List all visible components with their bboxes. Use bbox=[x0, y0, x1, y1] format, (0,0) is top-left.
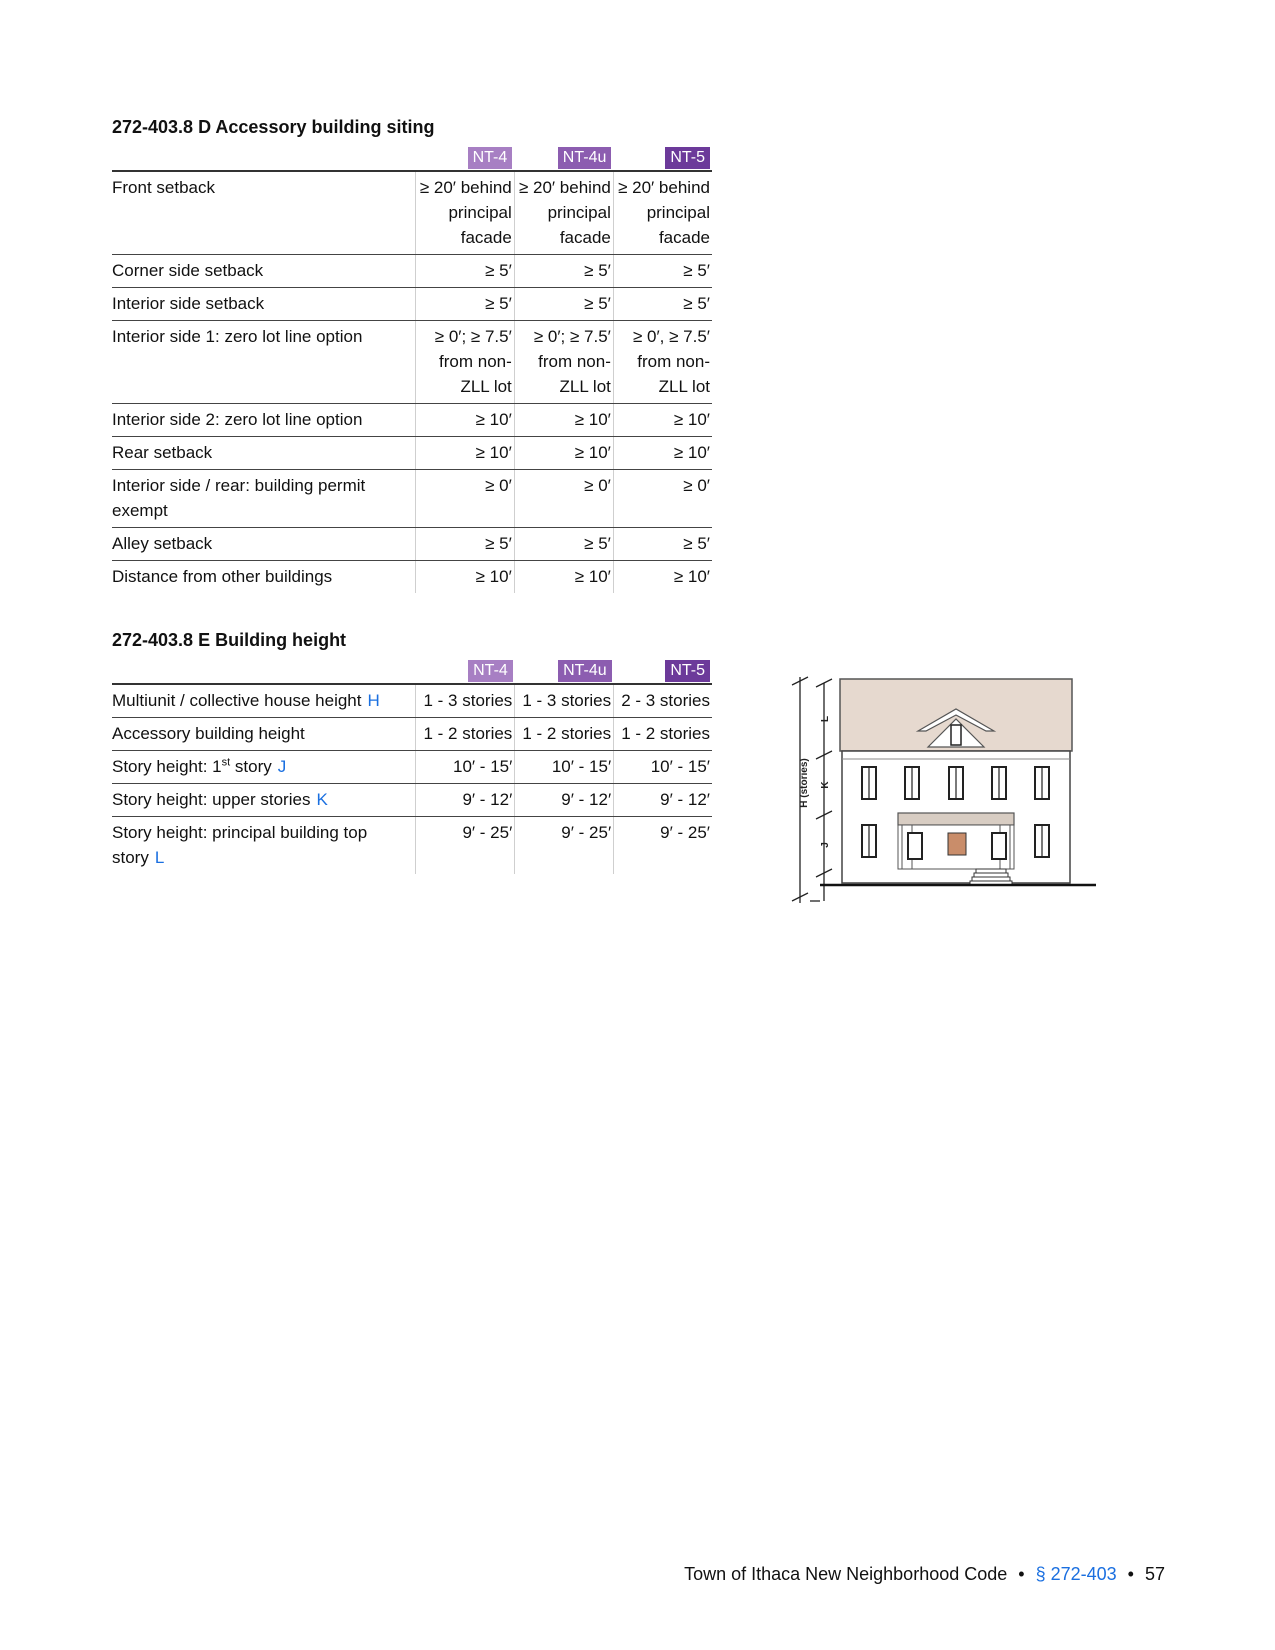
row-label: Accessory building height bbox=[112, 724, 305, 743]
value-nt4: ≥ 10′ bbox=[415, 561, 514, 594]
zone-header-row bbox=[112, 657, 712, 684]
value-nt4u: ≥ 10′ bbox=[514, 561, 613, 594]
row-label: Rear setback bbox=[112, 437, 415, 470]
value-nt5: ≥ 10′ bbox=[613, 561, 712, 594]
value-nt4: 1 - 2 stories bbox=[416, 718, 515, 751]
height-table bbox=[112, 657, 712, 874]
dim-label-l: L bbox=[820, 715, 831, 723]
value-nt4u: ≥ 10′ bbox=[514, 437, 613, 470]
table-row bbox=[112, 404, 712, 437]
table-row bbox=[112, 751, 712, 784]
value-nt5: ≥ 5′ bbox=[613, 255, 712, 288]
value-nt4u: ≥ 5′ bbox=[514, 528, 613, 561]
value-nt5: ≥ 20′ behind principal facade bbox=[613, 171, 712, 255]
row-label: Story height: principal building top story bbox=[112, 823, 368, 867]
row-label: Story height: upper stories bbox=[112, 790, 311, 809]
building-height-diagram bbox=[780, 675, 1120, 905]
row-label-sup: st bbox=[221, 756, 231, 769]
value-nt4: 9′ - 12′ bbox=[416, 784, 515, 817]
height-section-title: 272-403.8 E Building height bbox=[112, 630, 347, 650]
value-nt5: 2 - 3 stories bbox=[614, 684, 712, 718]
value-nt4u: ≥ 20′ behind principal facade bbox=[514, 171, 613, 255]
porch-roof bbox=[898, 813, 1014, 825]
value-nt4: 9′ - 25′ bbox=[416, 817, 515, 875]
value-nt5: ≥ 10′ bbox=[613, 437, 712, 470]
value-nt4u: 1 - 3 stories bbox=[515, 684, 614, 718]
row-label: Multiunit / collective house height bbox=[112, 691, 362, 710]
row-label-post: story bbox=[230, 757, 272, 776]
table-row bbox=[112, 255, 712, 288]
value-nt4u: ≥ 0′ bbox=[514, 470, 613, 528]
zone-badge-nt4u: NT-4u bbox=[558, 660, 612, 682]
table-row bbox=[112, 437, 712, 470]
value-nt4u: 1 - 2 stories bbox=[515, 718, 614, 751]
ref-letter: K bbox=[316, 790, 328, 809]
value-nt4: ≥ 5′ bbox=[415, 288, 514, 321]
table-row bbox=[112, 718, 712, 751]
footer-title: Town of Ithaca New Neighborhood Code bbox=[684, 1564, 1008, 1584]
value-nt4: ≥ 5′ bbox=[415, 255, 514, 288]
value-nt5: ≥ 0′ bbox=[613, 470, 712, 528]
value-nt4: ≥ 10′ bbox=[415, 437, 514, 470]
value-nt5: ≥ 5′ bbox=[613, 288, 712, 321]
table-row bbox=[112, 528, 712, 561]
ref-letter: L bbox=[154, 848, 165, 867]
table-row bbox=[112, 321, 712, 404]
value-nt4: ≥ 5′ bbox=[415, 528, 514, 561]
row-label: Distance from other buildings bbox=[112, 567, 333, 586]
table-row bbox=[112, 561, 712, 594]
ref-letter: H bbox=[367, 691, 380, 710]
value-nt5: 9′ - 12′ bbox=[614, 784, 712, 817]
siting-section-title: 272-403.8 D Accessory building siting bbox=[112, 117, 435, 137]
zone-badge-nt5: NT-5 bbox=[665, 660, 710, 682]
front-door bbox=[948, 833, 966, 855]
value-nt4: 1 - 3 stories bbox=[416, 684, 515, 718]
value-nt4u: 9′ - 25′ bbox=[515, 817, 614, 875]
value-nt5: ≥ 10′ bbox=[613, 404, 712, 437]
value-nt4u: 10′ - 15′ bbox=[515, 751, 614, 784]
zone-header-row bbox=[112, 144, 712, 171]
zone-badge-nt4: NT-4 bbox=[468, 660, 513, 682]
value-nt5: 10′ - 15′ bbox=[614, 751, 712, 784]
row-label: Alley setback bbox=[112, 528, 415, 561]
front-steps bbox=[970, 869, 1012, 885]
table-row bbox=[112, 817, 712, 875]
value-nt4: ≥ 0′ bbox=[415, 470, 514, 528]
value-nt4: ≥ 10′ bbox=[415, 404, 514, 437]
value-nt4u: 9′ - 12′ bbox=[515, 784, 614, 817]
value-nt5: ≥ 0′, ≥ 7.5′ from non-ZLL lot bbox=[613, 321, 712, 404]
value-nt4: ≥ 0′; ≥ 7.5′ from non-ZLL lot bbox=[415, 321, 514, 404]
page-footer: Town of Ithaca New Neighborhood Code • § 272-403 • 57 bbox=[684, 1564, 1165, 1584]
value-nt5: 9′ - 25′ bbox=[614, 817, 712, 875]
siting-table bbox=[112, 144, 712, 593]
row-label: Front setback bbox=[112, 171, 415, 255]
row-label-pre: Story height: 1 bbox=[112, 757, 222, 776]
row-label: Corner side setback bbox=[112, 255, 415, 288]
value-nt4u: ≥ 0′; ≥ 7.5′ from non-ZLL lot bbox=[514, 321, 613, 404]
row-label: Interior side 1: zero lot line option bbox=[112, 321, 415, 404]
table-row bbox=[112, 288, 712, 321]
axis-label: H (stories) bbox=[799, 758, 810, 808]
value-nt5: 1 - 2 stories bbox=[614, 718, 712, 751]
value-nt5: ≥ 5′ bbox=[613, 528, 712, 561]
value-nt4: ≥ 20′ behind principal facade bbox=[415, 171, 514, 255]
value-nt4: 10′ - 15′ bbox=[416, 751, 515, 784]
table-row bbox=[112, 784, 712, 817]
table-row bbox=[112, 171, 712, 255]
page-number: 57 bbox=[1144, 1564, 1165, 1584]
row-label: Interior side 2: zero lot line option bbox=[112, 404, 415, 437]
ref-letter: J bbox=[277, 757, 287, 776]
value-nt4u: ≥ 5′ bbox=[514, 255, 613, 288]
row-label: Interior side / rear: building permit exempt bbox=[112, 470, 415, 528]
zone-badge-nt4: NT-4 bbox=[468, 147, 513, 169]
dim-label-k: K bbox=[820, 781, 831, 789]
section-link[interactable]: § 272-403 bbox=[1035, 1564, 1117, 1584]
table-row bbox=[112, 470, 712, 528]
dim-label-j: J bbox=[820, 842, 831, 848]
value-nt4u: ≥ 10′ bbox=[514, 404, 613, 437]
zone-badge-nt4u: NT-4u bbox=[558, 147, 612, 169]
value-nt4u: ≥ 5′ bbox=[514, 288, 613, 321]
row-label: Interior side setback bbox=[112, 288, 415, 321]
zone-badge-nt5: NT-5 bbox=[665, 147, 710, 169]
table-row bbox=[112, 684, 712, 718]
gable-window bbox=[951, 725, 961, 745]
dimension-lines bbox=[792, 677, 832, 903]
